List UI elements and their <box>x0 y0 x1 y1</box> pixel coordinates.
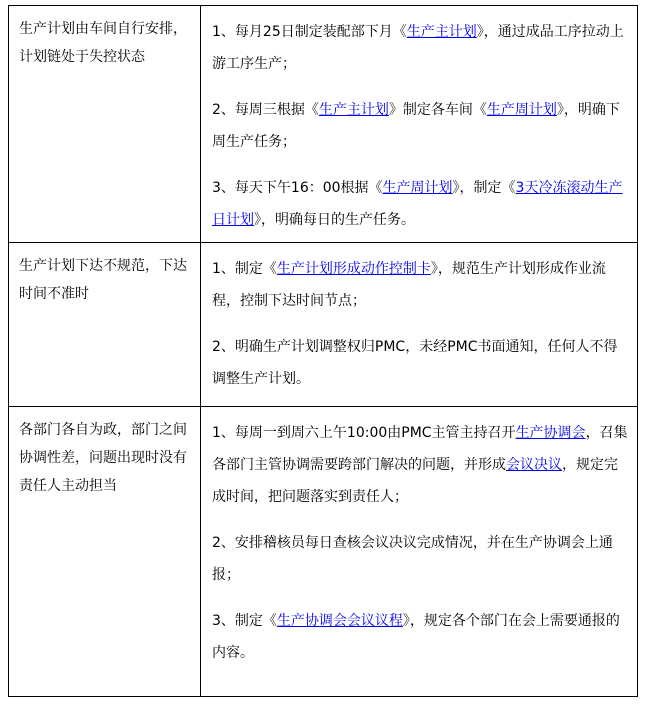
text-run: 1、每月25日制定装配部下月《 <box>212 24 407 40</box>
text-run: 》，明确下周生产任务； <box>212 102 620 150</box>
text-run: 》，规范生产计划形成作业流程，控制下达时间节点； <box>212 261 606 309</box>
problem-text: 生产计划由车间自行安排，计划链处于失控状态 <box>19 21 187 65</box>
text-run: 1、每周一到周六上午10:00由PMC主管主持召开 <box>212 425 516 441</box>
text-run: 》，明确每日的生产任务。 <box>254 212 415 228</box>
text-run: 1、制定《 <box>212 261 277 277</box>
measures-cell <box>201 407 638 697</box>
document-link[interactable]: 生产协调会 <box>515 425 586 441</box>
problem-text: 各部门各自为政，部门之间协调性差，问题出现时没有责任人主动担当 <box>19 422 187 494</box>
measure-paragraph <box>212 172 628 236</box>
problem-cell <box>9 6 201 243</box>
measure-paragraph <box>212 16 628 80</box>
document-link[interactable]: 生产主计划 <box>406 24 477 40</box>
problem-cell <box>9 243 201 407</box>
document-link[interactable]: 3天冷冻滚动生产日计划 <box>212 180 623 228</box>
problem-cell <box>9 407 201 697</box>
measure-paragraph <box>212 527 628 591</box>
table-row <box>9 407 638 697</box>
text-run: 2、明确生产计划调整权归PMC，未经PMC书面通知，任何人不得调整生产计划。 <box>212 339 618 387</box>
measures-table <box>8 5 638 697</box>
text-run: 》，规定各个部门在会上需要通报的内容。 <box>212 613 620 661</box>
document-link[interactable]: 会议决议 <box>506 457 562 473</box>
measure-paragraph <box>212 605 628 669</box>
text-run: 》，通过成品工序拉动上游工序生产； <box>212 24 624 72</box>
table-row <box>9 6 638 243</box>
text-run: 3、每天下午16：00根据《 <box>212 180 383 196</box>
measure-paragraph <box>212 94 628 158</box>
measure-paragraph <box>212 331 628 395</box>
document-link[interactable]: 生产周计划 <box>382 180 453 196</box>
text-run: 》，制定《 <box>452 180 516 196</box>
measure-paragraph <box>212 417 628 513</box>
document-link[interactable]: 生产周计划 <box>486 102 557 118</box>
measure-paragraph <box>212 253 628 317</box>
text-run: ，规定完成时间，把问题落实到责任人； <box>212 457 618 505</box>
problem-text: 生产计划下达不规范，下达时间不准时 <box>19 258 187 302</box>
document-link[interactable]: 生产主计划 <box>318 102 389 118</box>
text-run: 2、每周三根据《 <box>212 102 319 118</box>
measures-cell <box>201 6 638 243</box>
table-row <box>9 243 638 407</box>
document-link[interactable]: 生产计划形成动作控制卡 <box>276 261 431 277</box>
text-run: ，召集各部门主管协调需要跨部门解决的问题，并形成 <box>212 425 628 473</box>
text-run: 2、安排稽核员每日查核会议决议完成情况，并在生产协调会上通报； <box>212 535 613 583</box>
document-link[interactable]: 生产协调会会议议程 <box>276 613 403 629</box>
text-run: 》制定各车间《 <box>388 102 487 118</box>
measures-cell <box>201 243 638 407</box>
text-run: 3、制定《 <box>212 613 277 629</box>
